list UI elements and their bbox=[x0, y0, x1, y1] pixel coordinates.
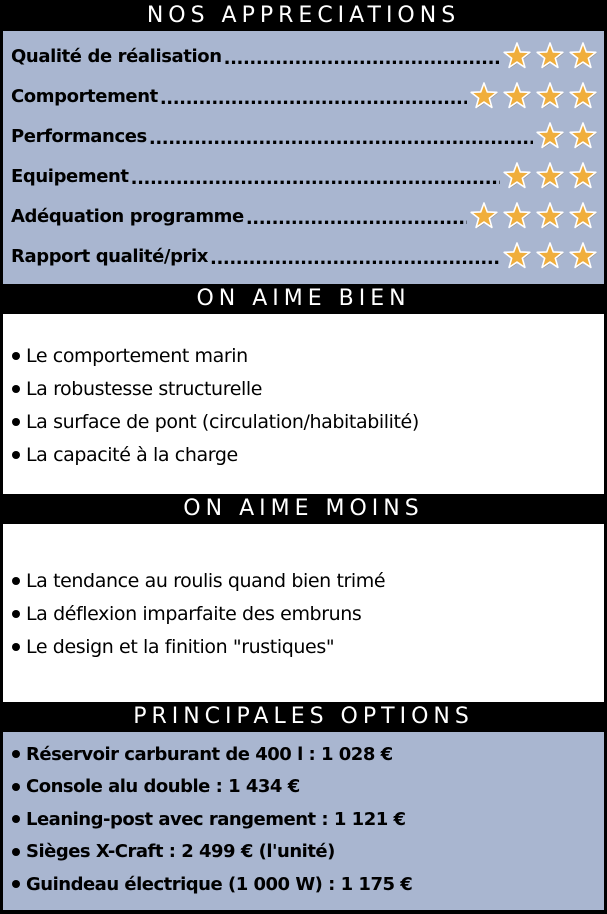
star-icon bbox=[535, 241, 565, 271]
star-icon bbox=[469, 201, 499, 231]
rating-row-equipment bbox=[11, 158, 598, 194]
list-item-text: Leaning-post avec rangement : 1 121 € bbox=[26, 808, 406, 830]
star-icon bbox=[502, 161, 532, 191]
list-item-text: La robustesse structurelle bbox=[26, 377, 263, 400]
list-item-text: Sièges X-Craft : 2 499 € (l'unité) bbox=[26, 841, 335, 863]
list-item-text: Le comportement marin bbox=[26, 344, 248, 367]
bullet-icon bbox=[12, 418, 20, 426]
likes-header bbox=[0, 284, 607, 314]
star-icon bbox=[535, 121, 565, 151]
list-item-text: La capacité à la charge bbox=[26, 443, 238, 466]
rating-label: Equipement bbox=[11, 165, 129, 187]
rating-row-quality bbox=[11, 38, 598, 74]
list-item-text: Le design et la finition "rustiques" bbox=[26, 635, 335, 658]
star-icon bbox=[502, 81, 532, 111]
star-rating bbox=[469, 201, 598, 231]
dot-leader bbox=[149, 128, 533, 149]
list-item bbox=[12, 630, 598, 663]
likes-panel bbox=[3, 314, 604, 494]
bullet-icon bbox=[12, 848, 20, 856]
rating-label: Performances bbox=[11, 125, 147, 147]
list-item bbox=[12, 803, 598, 836]
bullet-icon bbox=[12, 451, 20, 459]
list-item-text: La surface de pont (circulation/habitabilité) bbox=[26, 410, 419, 433]
star-icon bbox=[502, 241, 532, 271]
dot-leader bbox=[210, 248, 500, 269]
list-item bbox=[12, 405, 598, 438]
list-item bbox=[12, 564, 598, 597]
star-icon bbox=[568, 121, 598, 151]
star-icon bbox=[535, 41, 565, 71]
bullet-icon bbox=[12, 385, 20, 393]
list-item bbox=[12, 771, 598, 804]
rating-row-program-fit bbox=[11, 198, 598, 234]
options-title: PRINCIPALES OPTIONS bbox=[133, 704, 474, 729]
list-item bbox=[12, 868, 598, 901]
rating-label: Qualité de réalisation bbox=[11, 45, 222, 67]
dot-leader bbox=[224, 48, 500, 69]
rating-row-performance bbox=[11, 118, 598, 154]
list-item bbox=[12, 372, 598, 405]
dot-leader bbox=[246, 208, 467, 229]
list-item-text: Console alu double : 1 434 € bbox=[26, 776, 300, 798]
star-rating bbox=[535, 121, 598, 151]
rating-label: Adéquation programme bbox=[11, 205, 244, 227]
likes-title: ON AIME BIEN bbox=[196, 286, 411, 311]
rating-label: Comportement bbox=[11, 85, 158, 107]
bullet-icon bbox=[12, 577, 20, 585]
star-icon bbox=[568, 161, 598, 191]
list-item bbox=[12, 738, 598, 771]
rating-row-value bbox=[11, 238, 598, 274]
star-rating bbox=[502, 41, 598, 71]
star-icon bbox=[535, 201, 565, 231]
dislikes-header bbox=[0, 494, 607, 524]
list-item-text: La déflexion imparfaite des embruns bbox=[26, 602, 362, 625]
list-item-text: La tendance au roulis quand bien trimé bbox=[26, 569, 386, 592]
bullet-icon bbox=[12, 750, 20, 758]
dislikes-panel bbox=[3, 524, 604, 702]
star-icon bbox=[535, 81, 565, 111]
ratings-header bbox=[0, 0, 607, 31]
rating-label: Rapport qualité/prix bbox=[11, 245, 209, 267]
star-icon bbox=[502, 201, 532, 231]
bullet-icon bbox=[12, 783, 20, 791]
rating-row-behavior bbox=[11, 78, 598, 114]
bullet-icon bbox=[12, 352, 20, 360]
list-item-text: Réservoir carburant de 400 l : 1 028 € bbox=[26, 743, 393, 765]
dot-leader bbox=[131, 168, 500, 189]
list-item-text: Guindeau électrique (1 000 W) : 1 175 € bbox=[26, 873, 413, 895]
star-icon bbox=[568, 81, 598, 111]
options-list bbox=[12, 738, 598, 901]
list-item bbox=[12, 438, 598, 471]
options-panel bbox=[3, 732, 604, 910]
bullet-icon bbox=[12, 610, 20, 618]
ratings-title: NOS APPRECIATIONS bbox=[146, 2, 461, 28]
bullet-icon bbox=[12, 643, 20, 651]
list-item bbox=[12, 597, 598, 630]
bullet-icon bbox=[12, 815, 20, 823]
star-rating bbox=[502, 241, 598, 271]
dot-leader bbox=[160, 88, 467, 109]
ratings-panel bbox=[3, 31, 604, 284]
star-icon bbox=[535, 161, 565, 191]
star-icon bbox=[502, 41, 532, 71]
dislikes-list bbox=[12, 564, 598, 663]
likes-list bbox=[12, 339, 598, 471]
star-rating bbox=[502, 161, 598, 191]
star-rating bbox=[469, 81, 598, 111]
list-item bbox=[12, 339, 598, 372]
star-icon bbox=[568, 201, 598, 231]
star-icon bbox=[568, 241, 598, 271]
options-header bbox=[0, 702, 607, 732]
bullet-icon bbox=[12, 880, 20, 888]
dislikes-title: ON AIME MOINS bbox=[183, 496, 424, 521]
star-icon bbox=[568, 41, 598, 71]
star-icon bbox=[469, 81, 499, 111]
list-item bbox=[12, 836, 598, 869]
